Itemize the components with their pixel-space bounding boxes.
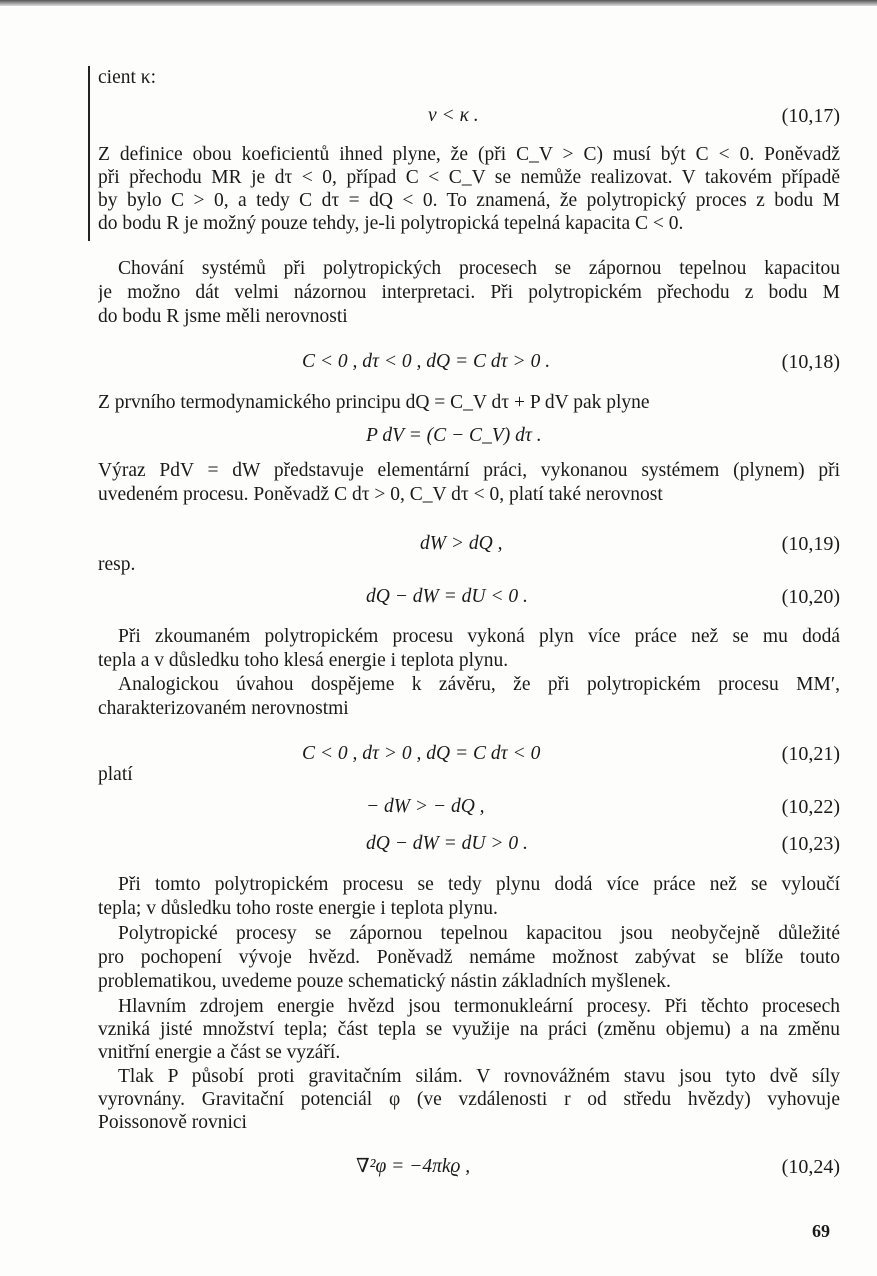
equation-expression: C < 0 , dτ < 0 , dQ = C dτ > 0 . <box>302 351 551 372</box>
text-line: Při tomto polytropickém procesu se tedy plynu dodá více práce než se vyloučí <box>118 874 840 895</box>
equation-number: (10,21) <box>781 743 840 765</box>
margin-change-bar <box>88 66 90 241</box>
text-line: cient κ: <box>98 67 157 88</box>
scan-edge <box>0 0 877 6</box>
text-line: Výraz PdV = dW představuje elementární práci, vykonanou systémem (plynem) při <box>98 460 840 481</box>
text-line: vnitřní energie a část se vyzáří. <box>98 1042 341 1063</box>
text-line: Tlak P působí proti gravitačním silám. V rovnovážném stavu jsou tyto dvě síly <box>118 1066 840 1087</box>
text-line: pro pochopení vývoje hvězd. Poněvadž nemáme možnost zabývat se blíže touto <box>98 947 840 968</box>
equation-number: (10,23) <box>781 833 840 855</box>
page-number: 69 <box>812 1221 830 1241</box>
text-line: do bodu R jsme měli nerovnosti <box>98 306 348 327</box>
equation-expression: − dW > − dQ , <box>366 796 485 817</box>
text-line: charakterizovaném nerovnostmi <box>98 698 349 719</box>
equation-expression: P dV = (C − C_V) dτ . <box>366 425 542 446</box>
text-line: uvedeném procesu. Poněvadž C dτ > 0, C_V dτ < 0, platí také nerovnost <box>98 484 663 505</box>
text-line: Analogickou úvahou dospějeme k závěru, že při polytropickém procesu MM′, <box>118 674 840 695</box>
text-line: Při zkoumaném polytropickém procesu vykoná plyn více práce než se mu dodá <box>118 626 840 647</box>
text-line: je možno dát velmi názornou interpretaci. Při polytropickém přechodu z bodu M <box>98 282 840 303</box>
text-line: tepla; v důsledku toho roste energie i teplota plynu. <box>98 898 498 919</box>
text-line: problematikou, uvedeme pouze schematický nástin základních myšlenek. <box>98 971 671 992</box>
equation-number: (10,17) <box>781 105 840 127</box>
text-line: platí <box>98 764 133 785</box>
text-line: Z definice obou koeficientů ihned plyne, že (při C_V > C) musí být C < 0. Poněvadž <box>98 144 840 165</box>
equation-expression: dW > dQ , <box>420 533 503 554</box>
text-line: Polytropické procesy se zápornou tepelnou kapacitou jsou neobyčejně důležité <box>118 923 840 944</box>
text-line: při přechodu MR je dτ < 0, případ C < C_V se nemůže realizovat. V takovém případě <box>98 167 840 188</box>
equation-expression: ∇²φ = −4πkϱ , <box>356 1156 471 1177</box>
equation-expression: ν < κ . <box>428 105 479 126</box>
text-line: tepla a v důsledku toho klesá energie i teplota plynu. <box>98 650 509 671</box>
text-line: by bylo C > 0, a tedy C dτ = dQ < 0. To znamená, že polytropický proces z bodu M <box>98 190 840 211</box>
text-line: Poissonově rovnici <box>98 1112 247 1133</box>
equation-expression: dQ − dW = dU < 0 . <box>366 586 528 607</box>
text-line: vyrovnány. Gravitační potenciál φ (ve vzdálenosti r od středu hvězdy) vyhovuje <box>98 1089 840 1110</box>
text-line: Z prvního termodynamického principu dQ = C_V dτ + P dV pak plyne <box>98 392 650 413</box>
equation-number: (10,22) <box>781 796 840 818</box>
equation-expression: dQ − dW = dU > 0 . <box>366 833 528 854</box>
equation-number: (10,19) <box>781 533 840 555</box>
text-line: vzniká jisté množství tepla; část tepla se využije na práci (změnu objemu) a na změnu <box>98 1019 840 1040</box>
equation-number: (10,18) <box>781 351 840 373</box>
equation-number: (10,24) <box>781 1156 840 1178</box>
text-line: Chování systémů při polytropických procesech se zápornou tepelnou kapacitou <box>118 258 840 279</box>
text-line: resp. <box>98 554 136 575</box>
equation-number: (10,20) <box>781 586 840 608</box>
text-line: do bodu R je možný pouze tehdy, je-li polytropická tepelná kapacita C < 0. <box>98 213 684 234</box>
text-line: Hlavním zdrojem energie hvězd jsou termonukleární procesy. Při těchto procesech <box>118 996 840 1017</box>
equation-expression: C < 0 , dτ > 0 , dQ = C dτ < 0 <box>302 743 541 764</box>
